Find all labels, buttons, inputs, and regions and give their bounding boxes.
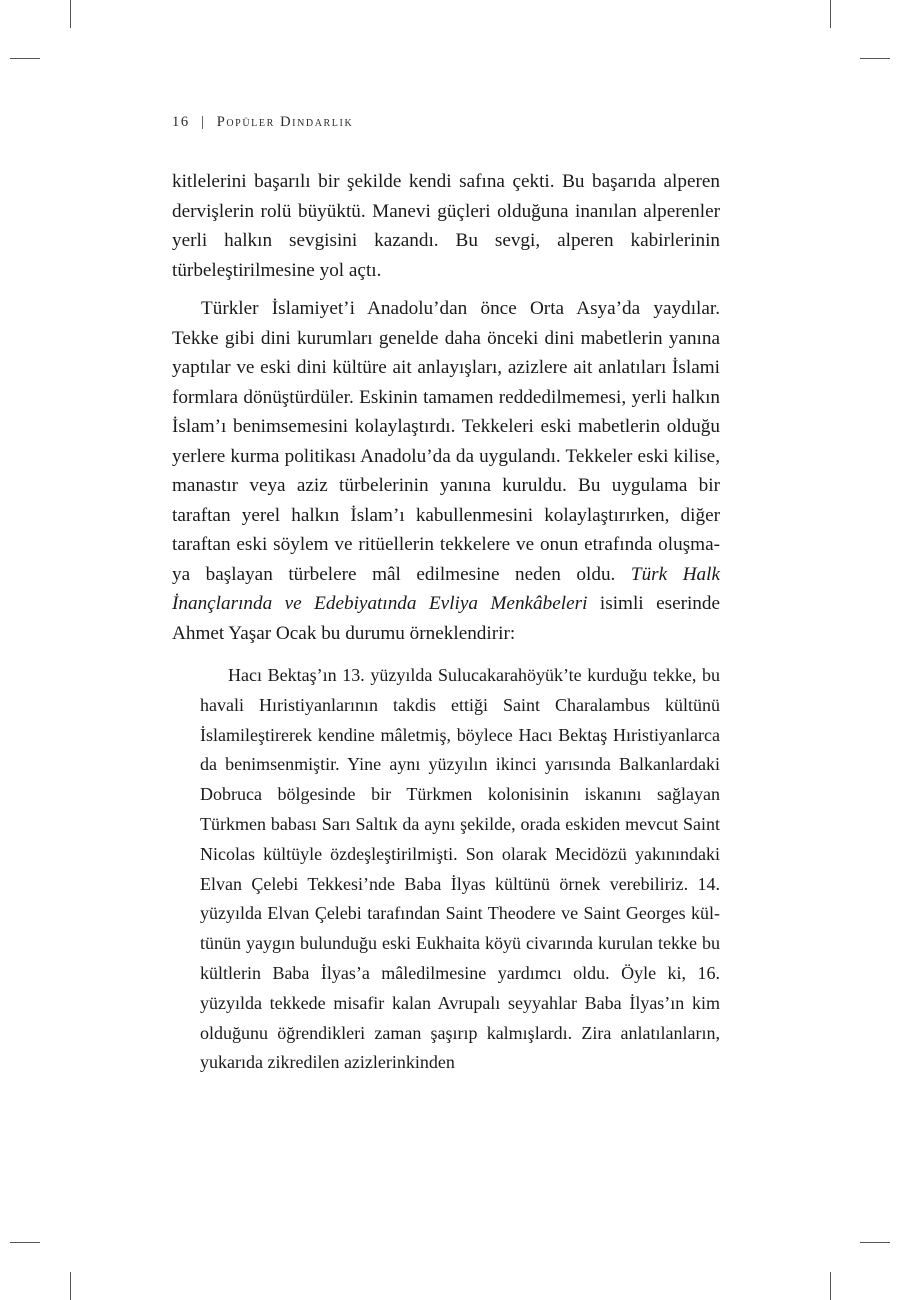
- cited-work-title: Türk Halk İnançlarında ve Edebiyatında Evliya Menkâbeleri: [172, 563, 721, 614]
- crop-mark-left-top: [10, 58, 40, 59]
- crop-mark-bottom-right: [830, 1272, 831, 1300]
- paragraph-1: kitlelerini başarılı bir şekilde kendi safına çekti. Bu başarıda alperen dervişlerin rolü büyüktü. Manevi güçleri olduğuna inanılan alperenler yerli halkın sevgisini kazandı. Bu sevgi, alperen kabirlerinin türbeleştirilmesine yol açtı.: [172, 171, 720, 281]
- crop-mark-top-left: [70, 0, 71, 28]
- paragraph-2-end: isimli eserinde Ahmet Yaşar Ocak bu durumu örneklendirir:: [172, 593, 721, 644]
- page-number: 16: [172, 114, 190, 130]
- crop-mark-right-top: [860, 58, 890, 59]
- paragraph-2-text: Türkler İslamiyet’i Anadolu’dan önce Orta Asya’da yaydılar. Tekke gibi dini kurumları genelde daha önceki dini mabetlerin yanına yaptılar ve eski dini kültüre ait anlayışları, azizlere ait anlatıları İslami formlara dönüştürdüler. Eskinin tamamen reddedilmemesi, yerli halkın İslam’ı benimsemesini kolaylaştırdı. Tekkeleri eski mabetlerin olduğu yerlere kurma politikası Anadolu’da da uygulandı. Tekkeler eski kilise, manastır veya aziz türbelerinin yanına kuruldu. Bu uygulama bir taraftan yerel halkın İslam’ı kabullenmesini kolaylaştırırken, diğer taraftan eski söylem ve ritüellerin tekkelere ve onun etrafında oluşmaya başlayan türbelere mâl edilmesine neden oldu.: [172, 298, 720, 585]
- paragraph-2: [172, 294, 720, 648]
- header-separator: |: [200, 114, 206, 130]
- running-head: [172, 114, 353, 131]
- book-title: Popüler Dindarlık: [216, 114, 354, 130]
- block-quote: Hacı Bektaş’ın 13. yüzyılda Sulucakarahöyük’te kurduğu tekke, bu havali Hıristiyanlarının takdis ettiği Saint Charalambus kültünü İslamileştirerek kendine mâletmiş, böylece Hacı Bektaş Hıristiyanlarca da benimsenmiştir. Yine aynı yüzyılın ikinci yarısında Balkanlardaki Dobruca bölgesinde bir Türkmen kolonisinin iskanını sağlayan Türkmen babası Sarı Saltık da aynı şekilde, orada eskiden mevcut Saint Nicolas kültüyle özdeşleştirilmişti. Son olarak Mecidözü yakınındaki Elvan Çelebi Tekkesi’nde Baba İlyas kültünü örnek verebiliriz. 14. yüzyılda Elvan Çelebi tarafından Saint Theodere ve Saint Georges kültünün yaygın bulunduğu eski Eukhaita köyü civarında kurulan tekke bu kültlerin Baba İlyas’a mâledilmesine yardımcı oldu. Öyle ki, 16. yüzyılda tekkede misafir kalan Avrupalı seyyahlar Baba İlyas’ın kim olduğunu öğrendikleri zaman şaşırıp kalmışlardı. Zira anlatılanların, yukarıda zikredilen azizlerinkinden: [200, 665, 720, 1073]
- crop-mark-top-right: [830, 0, 831, 28]
- crop-mark-right-bottom: [860, 1242, 890, 1243]
- crop-mark-bottom-left: [70, 1272, 71, 1300]
- crop-mark-left-bottom: [10, 1242, 40, 1243]
- page-body: [172, 167, 720, 1078]
